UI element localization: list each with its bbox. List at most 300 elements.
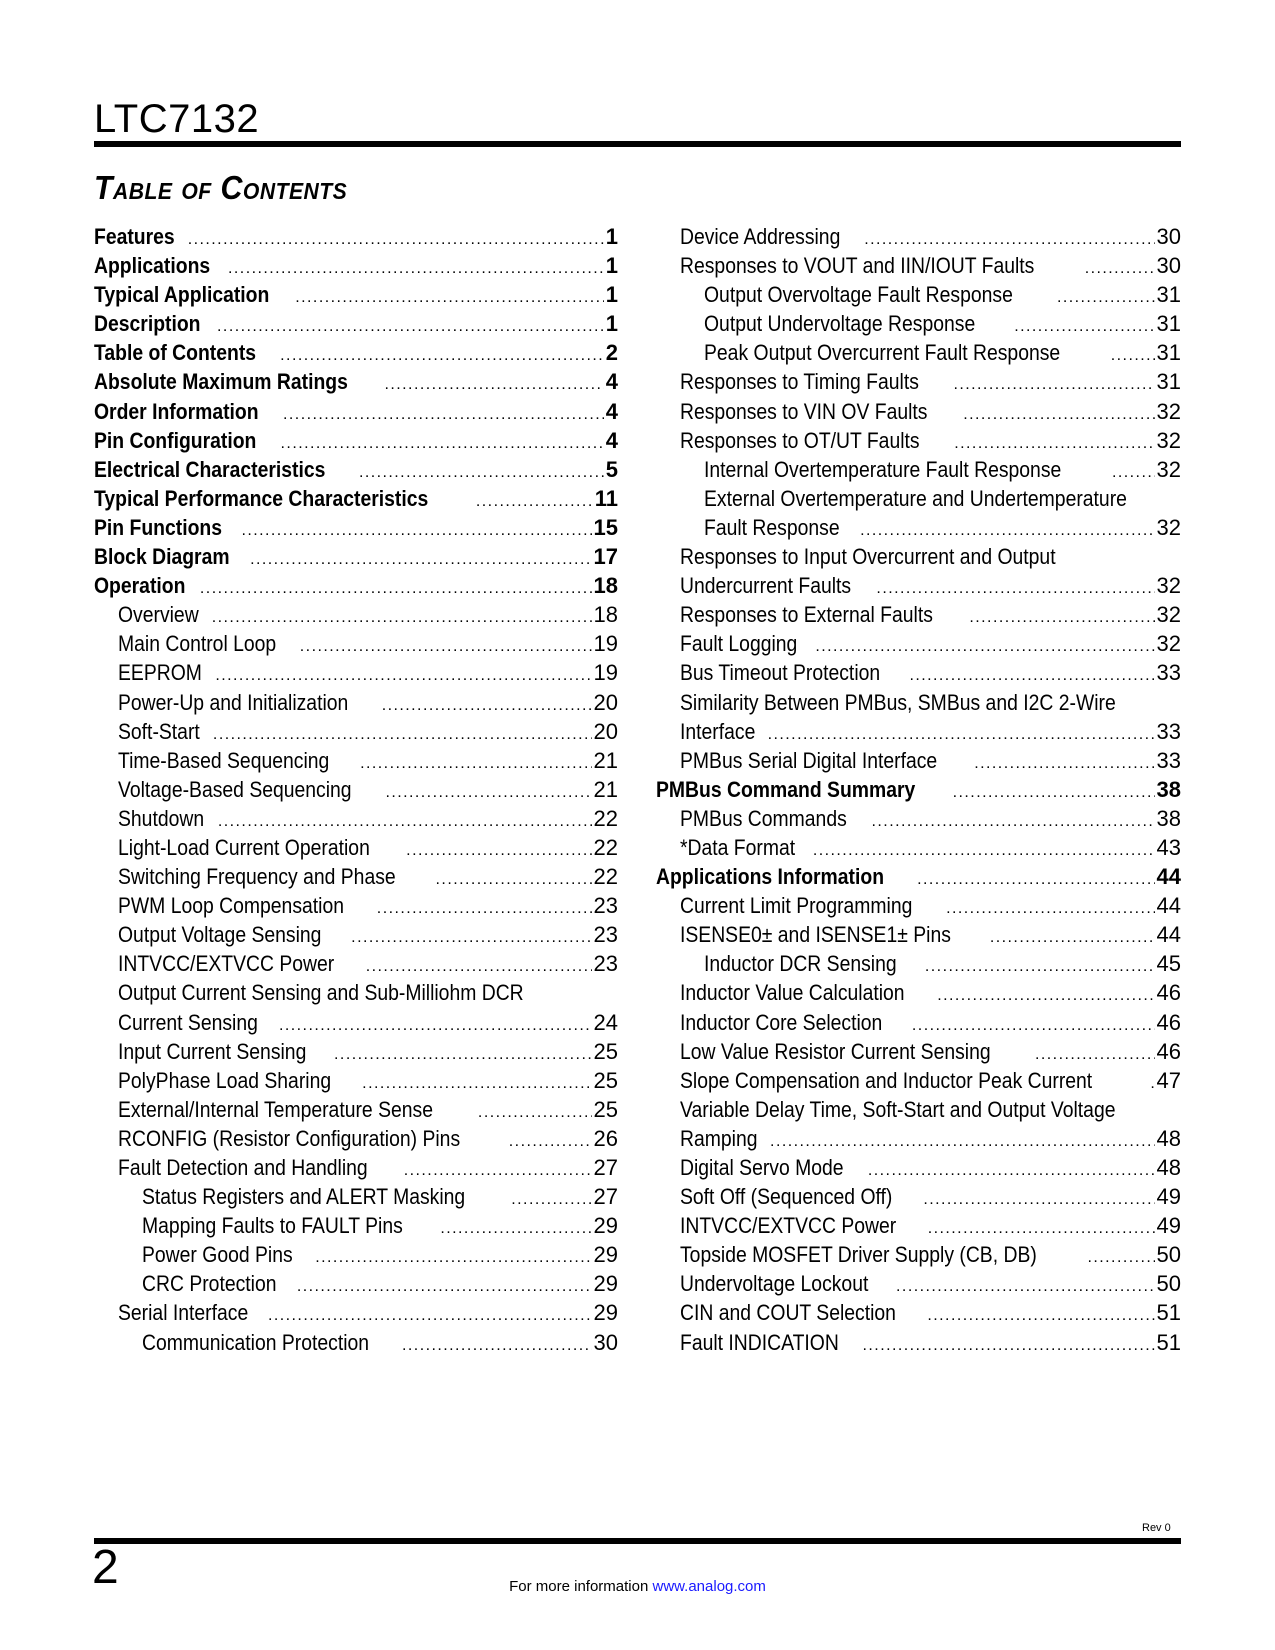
- toc-column-right: [656, 222, 1181, 1357]
- dot-leader: [927, 1301, 1154, 1327]
- toc-entry-page: 25: [593, 1067, 618, 1093]
- toc-entry[interactable]: [656, 833, 1181, 862]
- toc-entry[interactable]: [94, 688, 618, 717]
- toc-entry-title: Interface: [680, 718, 756, 744]
- toc-entry[interactable]: [656, 367, 1181, 396]
- toc-entry-page: 31: [1156, 311, 1181, 337]
- toc-entry-title: Ramping: [680, 1125, 758, 1151]
- toc-entry[interactable]: [94, 775, 618, 804]
- toc-entry-title: Typical Performance Characteristics: [94, 485, 429, 511]
- dot-leader: [770, 1127, 1154, 1153]
- dot-leader: [334, 1040, 591, 1066]
- toc-entry[interactable]: [656, 1124, 1181, 1153]
- toc-entry-title: Output Undervoltage Response: [704, 311, 976, 337]
- toc-entry-page: 32: [1156, 427, 1181, 453]
- dot-leader: [1150, 1069, 1154, 1095]
- toc-entry-title: Responses to VOUT and IIN/IOUT Faults: [680, 253, 1035, 279]
- dot-leader: [863, 1331, 1155, 1357]
- dot-leader: [478, 1098, 592, 1124]
- toc-entry-page: 25: [593, 1096, 618, 1122]
- dot-leader: [909, 661, 1154, 687]
- dot-leader: [953, 370, 1154, 396]
- dot-leader: [864, 225, 1154, 251]
- toc-entry-title: ISENSE0± and ISENSE1± Pins: [680, 922, 951, 948]
- toc-entry-title: Mapping Faults to FAULT Pins: [142, 1213, 403, 1239]
- toc-entry-title: Applications Information: [656, 864, 885, 890]
- toc-entry-title: PMBus Command Summary: [656, 776, 916, 802]
- toc-entry[interactable]: [656, 309, 1181, 338]
- toc-entry-title: Power Good Pins: [142, 1242, 293, 1268]
- toc-entry-page: 4: [605, 427, 618, 453]
- toc-entry-title: Features: [94, 224, 175, 249]
- toc-entry-title: Responses to VIN OV Faults: [680, 398, 928, 424]
- dot-leader: [1085, 254, 1155, 280]
- dot-leader: [188, 225, 604, 251]
- toc-entry-title: Bus Timeout Protection: [680, 660, 881, 686]
- header-rule: [94, 141, 1181, 147]
- toc-entry-page: 31: [1156, 369, 1181, 395]
- toc-entry[interactable]: [656, 1240, 1181, 1269]
- toc-entry-title: PMBus Serial Digital Interface: [680, 747, 938, 773]
- dot-leader: [1111, 341, 1155, 367]
- dot-leader: [385, 778, 591, 804]
- toc-entry[interactable]: [656, 920, 1181, 949]
- dot-leader: [280, 341, 604, 367]
- toc-entry-title: PWM Loop Compensation: [118, 893, 344, 919]
- dot-leader: [990, 923, 1155, 949]
- toc-entry[interactable]: [94, 1066, 618, 1095]
- toc-entry[interactable]: [656, 658, 1181, 687]
- toc-entry[interactable]: [656, 746, 1181, 775]
- toc-entry-title: Low Value Resistor Current Sensing: [680, 1038, 991, 1064]
- toc-entry[interactable]: [656, 280, 1181, 309]
- toc-entry-page: 29: [593, 1300, 618, 1326]
- toc-entry[interactable]: [656, 513, 1181, 542]
- toc-entry[interactable]: [656, 426, 1181, 455]
- toc-entry-title: CRC Protection: [142, 1271, 277, 1297]
- toc-entry-page: 5: [605, 456, 618, 482]
- toc-entry-title: Internal Overtemperature Fault Response: [704, 456, 1062, 482]
- toc-entry-page: 33: [1156, 747, 1181, 773]
- toc-entry-title: Operation: [94, 573, 186, 599]
- toc-entry[interactable]: [94, 251, 618, 280]
- toc-entry[interactable]: [94, 920, 618, 949]
- toc-entry[interactable]: [656, 484, 1181, 513]
- dot-leader: [953, 778, 1155, 804]
- toc-entry-page: 32: [1156, 631, 1181, 657]
- toc-entry[interactable]: [656, 949, 1181, 978]
- dot-leader: [215, 661, 591, 687]
- dot-leader: [283, 400, 604, 426]
- toc-entry[interactable]: [656, 1066, 1181, 1095]
- toc-entry-page: 1: [605, 282, 618, 308]
- toc-entry[interactable]: [656, 1008, 1181, 1037]
- dot-leader: [362, 1069, 591, 1095]
- toc-entry[interactable]: [94, 397, 618, 426]
- toc-entry[interactable]: [94, 571, 618, 600]
- dot-leader: [511, 1185, 591, 1211]
- toc-entry[interactable]: [94, 1182, 618, 1211]
- toc-entry[interactable]: [94, 600, 618, 629]
- toc-entry-page: 33: [1156, 718, 1181, 744]
- toc-entry-title: Device Addressing: [680, 224, 841, 249]
- toc-entry-title: Undercurrent Faults: [680, 573, 852, 599]
- dot-leader: [268, 1301, 592, 1327]
- dot-leader: [360, 749, 591, 775]
- toc-entry-title: Overview: [118, 602, 199, 628]
- dot-leader: [213, 720, 592, 746]
- toc-entry[interactable]: [94, 1095, 618, 1124]
- dot-leader: [954, 429, 1154, 455]
- toc-entry[interactable]: [656, 455, 1181, 484]
- toc-entry-title: External Overtemperature and Undertemperature: [704, 485, 1127, 511]
- toc-entry-page: 29: [593, 1271, 618, 1297]
- toc-entry-title: Light-Load Current Operation: [118, 834, 370, 860]
- toc-entry-page: 44: [1156, 893, 1181, 919]
- toc-entry-page: 25: [593, 1038, 618, 1064]
- toc-entry-page: 26: [593, 1125, 618, 1151]
- toc-entry-title: Description: [94, 311, 201, 337]
- toc-entry-page: 50: [1156, 1271, 1181, 1297]
- toc-entry-page: 47: [1156, 1067, 1181, 1093]
- toc-entry[interactable]: [94, 222, 618, 251]
- toc-entry[interactable]: [94, 455, 618, 484]
- toc-entry-title: Typical Application: [94, 282, 270, 308]
- toc-entry[interactable]: [656, 1269, 1181, 1298]
- toc-entry[interactable]: [94, 1269, 618, 1298]
- dot-leader: [928, 1214, 1155, 1240]
- toc-entry[interactable]: [94, 309, 618, 338]
- part-number: LTC7132: [94, 97, 260, 141]
- toc-entry[interactable]: [94, 513, 618, 542]
- toc-entry-page: 31: [1156, 282, 1181, 308]
- toc-entry[interactable]: [94, 280, 618, 309]
- dot-leader: [351, 923, 591, 949]
- toc-entry[interactable]: [656, 600, 1181, 629]
- dot-leader: [923, 1185, 1154, 1211]
- dot-leader: [241, 516, 591, 542]
- toc-entry-title: Block Diagram: [94, 544, 230, 570]
- toc-entry-title: Fault Detection and Handling: [118, 1155, 368, 1180]
- toc-entry[interactable]: [656, 1153, 1181, 1182]
- dot-leader: [937, 981, 1154, 1007]
- toc-entry[interactable]: [94, 746, 618, 775]
- dot-leader: [359, 458, 604, 484]
- toc-entry[interactable]: [94, 1037, 618, 1066]
- toc-entry-title: Inductor DCR Sensing: [704, 951, 897, 977]
- toc-entry-page: 24: [593, 1009, 618, 1035]
- toc-entry[interactable]: [656, 775, 1181, 804]
- dot-leader: [925, 952, 1155, 978]
- dot-leader: [315, 1243, 591, 1269]
- toc-entry[interactable]: [656, 862, 1181, 891]
- toc-entry-page: 51: [1156, 1300, 1181, 1326]
- toc-entry-page: 46: [1156, 1038, 1181, 1064]
- toc-entry[interactable]: [656, 1095, 1181, 1124]
- toc-entry-page: 49: [1156, 1184, 1181, 1210]
- toc-entry-page: 51: [1156, 1329, 1181, 1355]
- toc-entry-page: 18: [593, 573, 618, 599]
- toc-entry-title: Current Sensing: [118, 1009, 258, 1035]
- toc-entry-title: Order Information: [94, 398, 259, 424]
- toc-entry[interactable]: [656, 978, 1181, 1007]
- toc-entry-page: 27: [593, 1184, 618, 1210]
- toc-entry-page: 32: [1156, 602, 1181, 628]
- toc-entry-page: 38: [1156, 805, 1181, 831]
- toc-entry-title: Main Control Loop: [118, 631, 277, 657]
- toc-entry-title: Slope Compensation and Inductor Peak Current: [680, 1067, 1093, 1093]
- toc-entry-title: External/Internal Temperature Sense: [118, 1096, 433, 1122]
- dot-leader: [974, 749, 1154, 775]
- dot-leader: [377, 894, 592, 920]
- toc-entry-page: 22: [593, 864, 618, 890]
- dot-leader: [815, 632, 1154, 658]
- toc-entry[interactable]: [94, 367, 618, 396]
- toc-entry-title: Pin Functions: [94, 514, 222, 540]
- toc-entry-page: 23: [593, 893, 618, 919]
- dot-leader: [963, 400, 1154, 426]
- toc-entry-page: 15: [593, 514, 618, 540]
- dot-leader: [876, 574, 1154, 600]
- toc-entry-page: 32: [1156, 573, 1181, 599]
- toc-entry-title: Responses to Timing Faults: [680, 369, 919, 395]
- toc-entry-title: Output Overvoltage Fault Response: [704, 282, 1013, 308]
- dot-leader: [860, 516, 1154, 542]
- dot-leader: [384, 370, 603, 396]
- toc-entry[interactable]: [656, 222, 1181, 251]
- toc-entry-title: Similarity Between PMBus, SMBus and I2C 2-Wire: [680, 689, 1116, 715]
- toc-entry[interactable]: [656, 397, 1181, 426]
- toc-entry-page: 48: [1156, 1125, 1181, 1151]
- toc-entry-page: 48: [1156, 1155, 1181, 1180]
- revision-label: Rev 0: [1142, 1522, 1171, 1534]
- toc-entry-page: 4: [605, 398, 618, 424]
- toc-entry-title: CIN and COUT Selection: [680, 1300, 896, 1326]
- toc-entry-page: 23: [593, 922, 618, 948]
- toc-entry-title: Inductor Value Calculation: [680, 980, 905, 1006]
- toc-entry-title: Fault INDICATION: [680, 1329, 839, 1355]
- toc-entry[interactable]: [94, 949, 618, 978]
- toc-entry[interactable]: [656, 542, 1181, 571]
- toc-column-left: [94, 222, 618, 1357]
- toc-entry[interactable]: [94, 833, 618, 862]
- page-number: 2: [92, 1541, 119, 1594]
- toc-entry-page: 50: [1156, 1242, 1181, 1268]
- toc-entry-title: RCONFIG (Resistor Configuration) Pins: [118, 1125, 461, 1151]
- dot-leader: [297, 1272, 592, 1298]
- toc-entry[interactable]: [94, 629, 618, 658]
- toc-entry-title: Applications: [94, 253, 211, 279]
- toc-entry-title: Output Voltage Sensing: [118, 922, 322, 948]
- toc-entry-title: Status Registers and ALERT Masking: [142, 1184, 466, 1210]
- toc-entry[interactable]: [656, 1182, 1181, 1211]
- dot-leader: [300, 632, 592, 658]
- dot-leader: [509, 1127, 592, 1153]
- toc-entry[interactable]: [656, 717, 1181, 746]
- toc-entry-title: Responses to Input Overcurrent and Output: [680, 544, 1056, 570]
- toc-entry-title: Pin Configuration: [94, 427, 257, 453]
- dot-leader: [440, 1214, 591, 1240]
- toc-entry-page: 29: [593, 1242, 618, 1268]
- toc-entry-page: 11: [594, 485, 618, 511]
- toc-entry-page: 45: [1156, 951, 1181, 977]
- toc-entry-title: Soft-Start: [118, 718, 200, 744]
- toc-entry-title: Soft Off (Sequenced Off): [680, 1184, 893, 1210]
- toc-entry-page: 32: [1156, 398, 1181, 424]
- toc-entry[interactable]: [94, 1240, 618, 1269]
- toc-entry-title: Electrical Characteristics: [94, 456, 326, 482]
- toc-entry-page: 49: [1156, 1213, 1181, 1239]
- dot-leader: [404, 1156, 592, 1182]
- toc-entry-page: 19: [593, 660, 618, 686]
- toc-entry[interactable]: [94, 862, 618, 891]
- toc-entry-title: Fault Logging: [680, 631, 798, 657]
- toc-entry[interactable]: [656, 338, 1181, 367]
- toc-entry[interactable]: [94, 1298, 618, 1327]
- toc-entry-page: 29: [593, 1213, 618, 1239]
- toc-entry-page: 23: [593, 951, 618, 977]
- dot-leader: [768, 720, 1155, 746]
- toc-entry-title: *Data Format: [680, 834, 796, 860]
- toc-entry[interactable]: [656, 251, 1181, 280]
- toc-entry-title: Shutdown: [118, 805, 205, 831]
- toc-entry-title: Digital Servo Mode: [680, 1155, 844, 1180]
- toc-entry-title: Voltage-Based Sequencing: [118, 776, 352, 802]
- toc-entry[interactable]: [94, 804, 618, 833]
- toc-entry-title: Communication Protection: [142, 1329, 370, 1355]
- toc-entry[interactable]: [94, 338, 618, 367]
- toc-entry-page: 4: [605, 369, 618, 395]
- toc-entry-title: Table of Contents: [94, 340, 257, 366]
- toc-entry[interactable]: [94, 426, 618, 455]
- toc-entry[interactable]: [94, 484, 618, 513]
- toc-entry[interactable]: [94, 658, 618, 687]
- toc-entry-title: Fault Response: [704, 514, 840, 540]
- dot-leader: [217, 312, 604, 338]
- dot-leader: [281, 429, 604, 455]
- dot-leader: [868, 1156, 1155, 1182]
- dot-leader: [912, 1011, 1155, 1037]
- toc-entry-page: 33: [1156, 660, 1181, 686]
- toc-entry-page: 22: [593, 805, 618, 831]
- toc-entry-title: Power-Up and Initialization: [118, 689, 349, 715]
- toc-entry[interactable]: [94, 1153, 618, 1182]
- toc-entry-title: PolyPhase Load Sharing: [118, 1067, 332, 1093]
- toc-entry-page: 21: [593, 747, 618, 773]
- toc-entry[interactable]: [94, 1008, 618, 1037]
- toc-entry-page: 19: [593, 631, 618, 657]
- toc-entry[interactable]: [94, 542, 618, 571]
- toc-entry-title: Output Current Sensing and Sub-Milliohm DCR: [118, 980, 524, 1006]
- toc-entry[interactable]: [656, 1211, 1181, 1240]
- toc-entry-title: Variable Delay Time, Soft-Start and Output Voltage: [680, 1096, 1116, 1122]
- toc-entry-title: Time-Based Sequencing: [118, 747, 330, 773]
- toc-entry-page: 1: [605, 224, 618, 249]
- toc-entry-page: 38: [1156, 776, 1181, 802]
- dot-leader: [476, 487, 593, 513]
- toc-entry-title: Peak Output Overcurrent Fault Response: [704, 340, 1061, 366]
- toc-entry[interactable]: [656, 1298, 1181, 1327]
- toc-entry-page: 22: [593, 834, 618, 860]
- toc-entry-page: 30: [593, 1329, 618, 1355]
- toc-entry[interactable]: [656, 891, 1181, 920]
- dot-leader: [250, 545, 591, 571]
- toc-entry[interactable]: [656, 571, 1181, 600]
- dot-leader: [406, 836, 591, 862]
- toc-entry[interactable]: [656, 629, 1181, 658]
- toc-entry-title: Serial Interface: [118, 1300, 249, 1326]
- toc-entry[interactable]: [94, 1328, 618, 1357]
- dot-leader: [279, 1011, 592, 1037]
- toc-entry-page: 46: [1156, 980, 1181, 1006]
- toc-entry-title: Switching Frequency and Phase: [118, 864, 396, 890]
- toc-entry-page: 44: [1156, 864, 1181, 890]
- toc-entry[interactable]: [94, 891, 618, 920]
- toc-entry-page: 32: [1156, 514, 1181, 540]
- dot-leader: [917, 865, 1154, 891]
- toc-entry[interactable]: [94, 717, 618, 746]
- dot-leader: [228, 254, 604, 280]
- footer-info: [0, 1578, 1275, 1595]
- toc-entry[interactable]: [656, 804, 1181, 833]
- dot-leader: [212, 603, 592, 629]
- toc-entry[interactable]: [656, 1328, 1181, 1357]
- dot-leader: [1087, 1243, 1154, 1269]
- toc-entry-title: Absolute Maximum Ratings: [94, 369, 348, 395]
- toc-entry-page: 44: [1156, 922, 1181, 948]
- toc-entry-title: INTVCC/EXTVCC Power: [680, 1213, 897, 1239]
- footer-link[interactable]: www.analog.com: [652, 1578, 766, 1595]
- dot-leader: [813, 836, 1155, 862]
- toc-entry-page: 21: [593, 776, 618, 802]
- toc-entry-page: 43: [1156, 834, 1181, 860]
- toc-entry-page: 30: [1156, 253, 1181, 279]
- toc-entry-title: Inductor Core Selection: [680, 1009, 883, 1035]
- toc-entry-page: 32: [1156, 456, 1181, 482]
- toc-entry[interactable]: [656, 688, 1181, 717]
- dot-leader: [1112, 458, 1155, 484]
- footer-info-text: For more information: [509, 1578, 649, 1595]
- dot-leader: [1014, 312, 1154, 338]
- dot-leader: [946, 894, 1154, 920]
- dot-leader: [1035, 1040, 1155, 1066]
- toc-entry[interactable]: [94, 1124, 618, 1153]
- toc-entry-title: INTVCC/EXTVCC Power: [118, 951, 335, 977]
- toc-entry-page: 1: [605, 253, 618, 279]
- toc-entry-title: Current Limit Programming: [680, 893, 913, 919]
- dot-leader: [218, 807, 592, 833]
- toc-entry[interactable]: [94, 978, 618, 1007]
- toc-entry-page: 1: [605, 311, 618, 337]
- toc-entry-title: Undervoltage Lockout: [680, 1271, 869, 1297]
- toc-entry[interactable]: [656, 1037, 1181, 1066]
- toc-entry-page: 20: [593, 689, 618, 715]
- toc-entry-page: 30: [1156, 224, 1181, 249]
- dot-leader: [200, 574, 592, 600]
- toc-entry-page: 46: [1156, 1009, 1181, 1035]
- toc-entry-title: Responses to External Faults: [680, 602, 933, 628]
- toc-entry-page: 31: [1156, 340, 1181, 366]
- toc-entry-title: Input Current Sensing: [118, 1038, 307, 1064]
- dot-leader: [295, 283, 604, 309]
- toc-entry-page: 27: [593, 1155, 618, 1180]
- dot-leader: [382, 691, 592, 717]
- dot-leader: [872, 807, 1155, 833]
- toc-entry-page: 17: [593, 544, 618, 570]
- dot-leader: [436, 865, 592, 891]
- toc-entry[interactable]: [94, 1211, 618, 1240]
- toc-entry-page: 20: [593, 718, 618, 744]
